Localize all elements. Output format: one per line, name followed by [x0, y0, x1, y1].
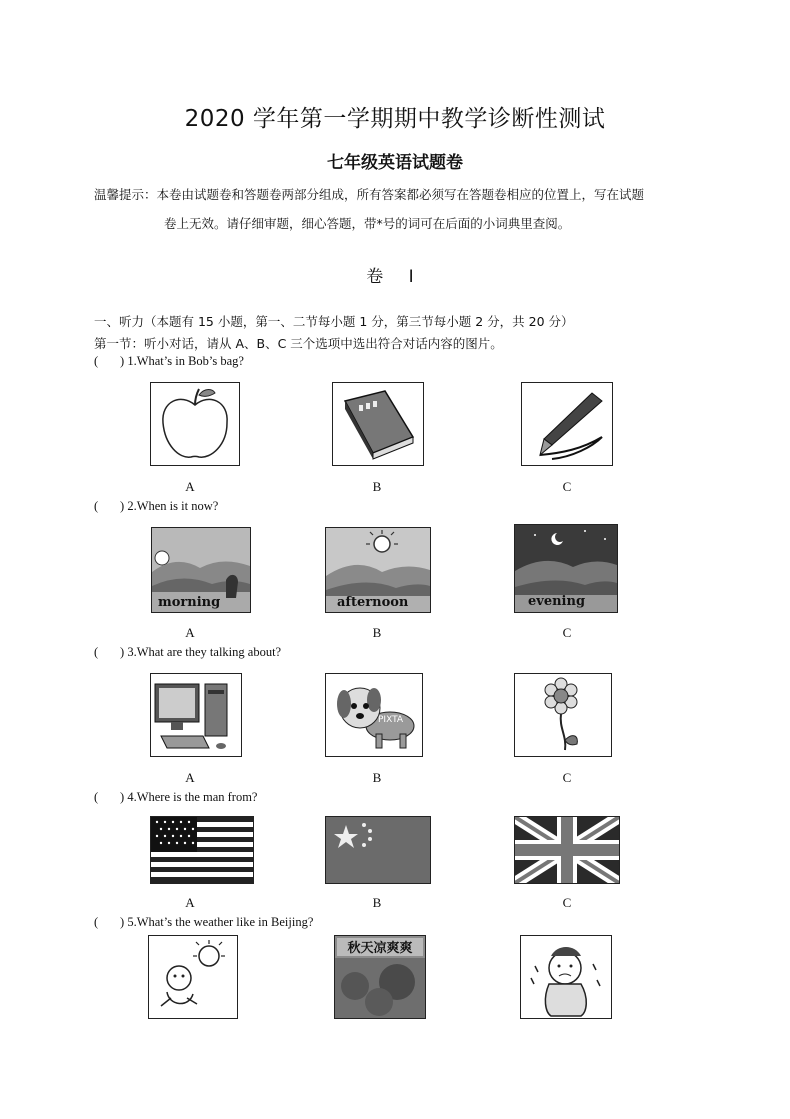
hot-weather-icon	[149, 936, 237, 1018]
section-heading: 一、听力（本题有 15 小题，第一、二节每小题 1 分，第三节每小题 2 分，共 20 分）	[94, 314, 574, 329]
option-2c-label: C	[562, 625, 572, 640]
volume-heading: 卷 I	[366, 267, 424, 287]
section-instruction: 第一节：听小对话，请从 A、B、C 三个选项中选出符合对话内容的图片。	[94, 336, 503, 351]
option-4b-image	[325, 816, 431, 884]
uk-flag-icon	[515, 817, 619, 883]
option-1a-image	[150, 382, 240, 466]
dog-icon	[326, 674, 422, 756]
option-4a-label: A	[185, 895, 195, 910]
exam-title: 2020 学年第一学期期中教学诊断性测试	[184, 106, 606, 132]
computer-icon	[151, 674, 241, 756]
option-3b-label: B	[372, 770, 382, 785]
option-4c-image	[514, 816, 620, 884]
question-2: ( ) 2.When is it now?	[94, 499, 219, 513]
autumn-photo	[335, 936, 425, 1018]
option-3c-label: C	[562, 770, 572, 785]
question-1: ( ) 1.What’s in Bob’s bag?	[94, 354, 244, 368]
question-4: ( ) 4.Where is the man from?	[94, 790, 258, 804]
option-3a-image	[150, 673, 242, 757]
question-3: ( ) 3.What are they talking about?	[94, 645, 282, 659]
notice-line-1: 温馨提示：本卷由试题卷和答题卷两部分组成，所有答案都必须写在答题卷相应的位置上，写在试题	[94, 187, 645, 202]
photo-caption: 秋天凉爽爽	[347, 941, 413, 956]
apple-icon	[151, 383, 239, 465]
option-2a-caption: morning	[158, 595, 221, 610]
option-3c-image	[514, 673, 612, 757]
option-5a-image	[148, 935, 238, 1019]
usa-flag-icon	[151, 817, 253, 883]
option-1b-image	[332, 382, 424, 466]
option-4c-label: C	[562, 895, 572, 910]
pixta-watermark: PIXTA	[378, 715, 404, 725]
option-5b-image	[334, 935, 426, 1019]
option-1c-image	[521, 382, 613, 466]
option-5c-image	[520, 935, 612, 1019]
option-2a-label: A	[185, 625, 195, 640]
option-2b-caption: afternoon	[337, 595, 409, 610]
option-3a-label: A	[185, 770, 195, 785]
question-5: ( ) 5.What’s the weather like in Beijing?	[94, 915, 314, 929]
notice	[94, 180, 714, 238]
option-1c-label: C	[562, 479, 572, 494]
flower-icon	[515, 674, 611, 756]
notice-line-2: 卷上无效。请仔细审题，细心答题，带*号的词可在后面的小词典里查阅。	[164, 216, 571, 231]
option-2c-caption: evening	[528, 594, 586, 609]
pen-icon	[522, 383, 612, 465]
option-2b-label: B	[372, 625, 382, 640]
option-4b-label: B	[372, 895, 382, 910]
exam-subtitle: 七年级英语试题卷	[327, 153, 463, 173]
option-1b-label: B	[372, 479, 382, 494]
option-3b-image	[325, 673, 423, 757]
cold-weather-icon	[521, 936, 611, 1018]
option-1a-label: A	[185, 479, 195, 494]
china-flag-icon	[326, 817, 430, 883]
option-4a-image	[150, 816, 254, 884]
book-icon	[333, 383, 423, 465]
